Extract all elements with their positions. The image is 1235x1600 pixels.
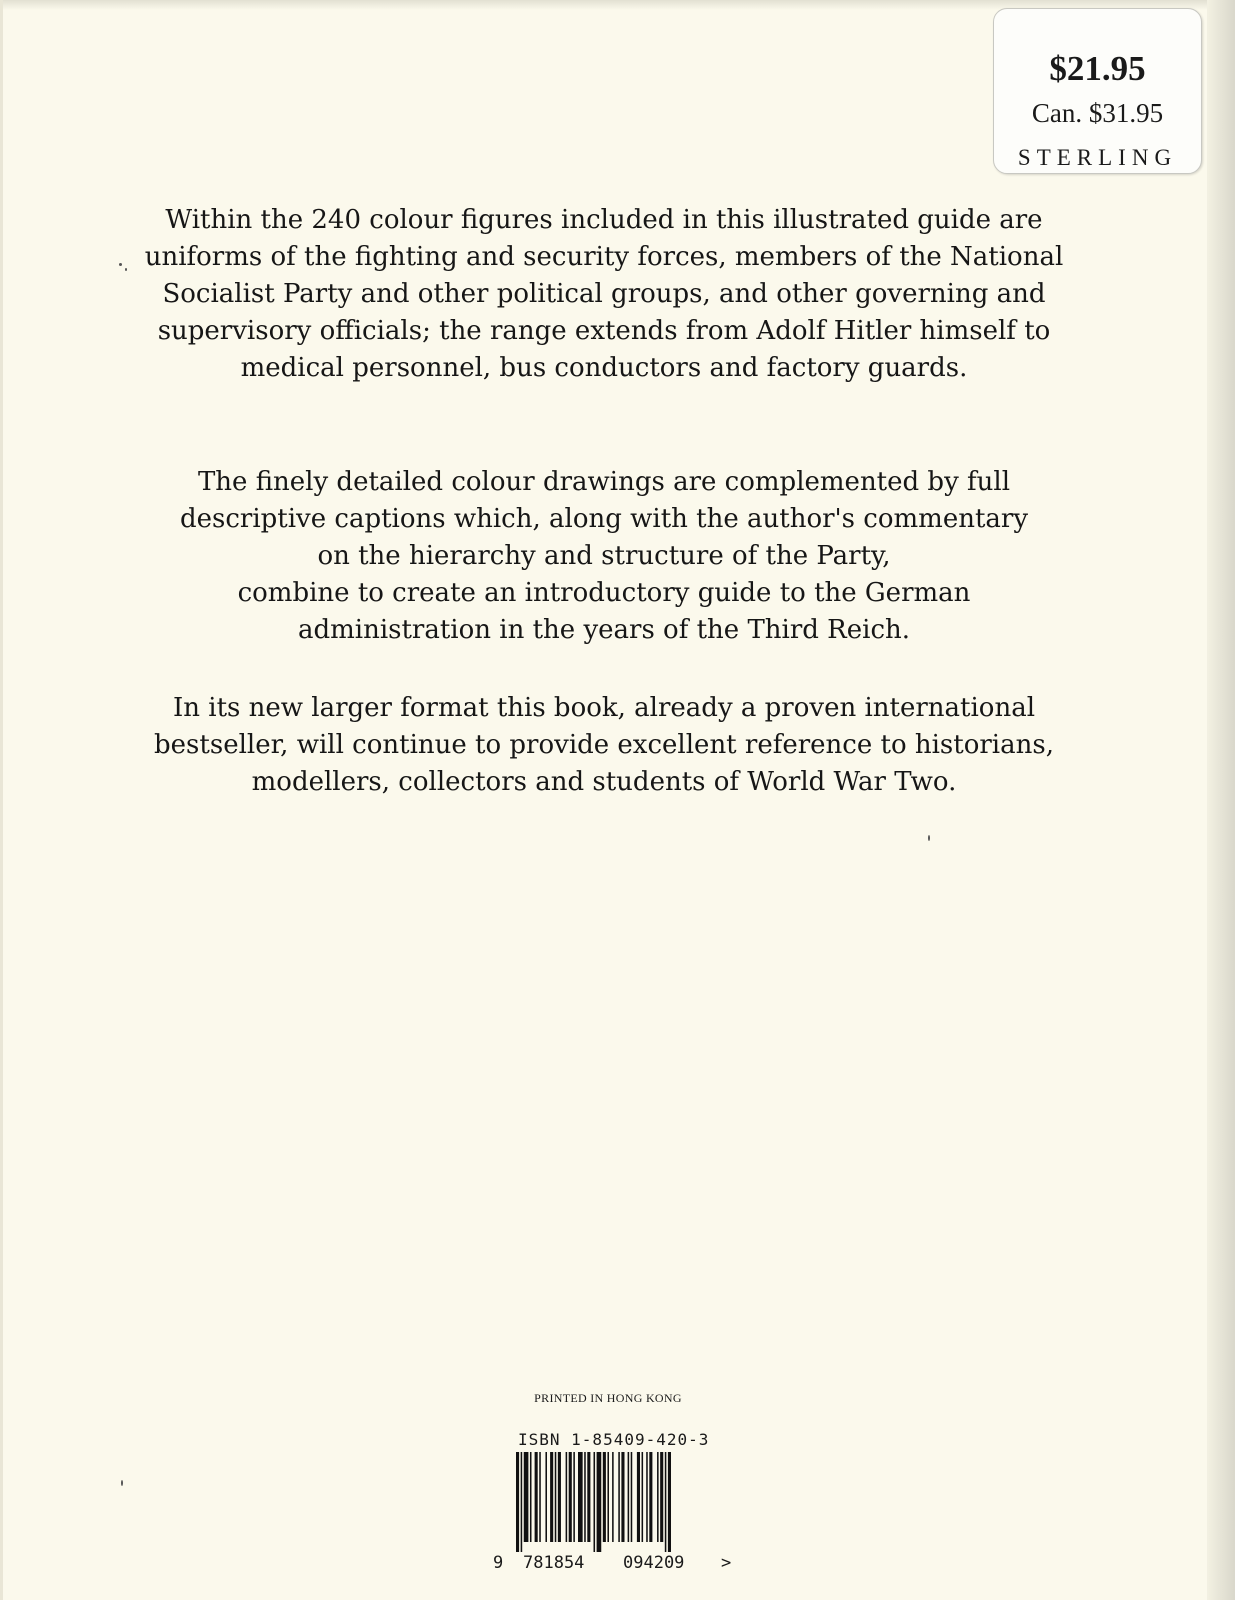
barcode-bar (621, 1452, 624, 1542)
barcode-bar (535, 1452, 538, 1542)
barcode-bar (587, 1452, 590, 1542)
blurb-paragraph-2 (123, 464, 1085, 649)
cover-spine-edge (1207, 0, 1235, 1600)
specks (121, 1480, 123, 1486)
specks (119, 263, 122, 266)
barcode-bar (637, 1452, 640, 1542)
barcode-bar (646, 1452, 648, 1542)
barcode-bar (649, 1452, 652, 1542)
barcode-bar (603, 1452, 606, 1542)
price-canada: Can. $31.95 (1031, 98, 1164, 128)
isbn-number: ISBN 1-85409-420-3 (518, 1430, 710, 1449)
barcode-bar (618, 1452, 620, 1542)
blurb-paragraph-1: Within the 240 colour figures included in this illustrated guide are uniforms of the fighting and security forces, members of the National Socialist Party and other political groups, and other governing and supervisory officials; the range extends from Adolf Hitler himself to medical personnel, bus conductors and factory guards. (144, 205, 1064, 383)
blurb-paragraph-2-line: combine to create an introductory guide to the German (237, 578, 971, 608)
barcode-end-mark: > (721, 1553, 732, 1573)
blurb-paragraph-3: In its new larger format this book, already a proven international bestseller, will continue to provide excellent reference to historians, modellers, collectors and students of World War Two. (154, 693, 1054, 797)
barcode-bar (657, 1452, 659, 1542)
barcode-digit-group-2: 094209 (623, 1553, 685, 1573)
barcode-bar (558, 1452, 561, 1542)
barcode-icon (516, 1452, 716, 1552)
barcode-bar (521, 1452, 523, 1552)
barcode-bar (597, 1452, 602, 1552)
price-sticker (993, 8, 1202, 174)
barcode-bar (555, 1452, 557, 1542)
blurb-paragraph-2-line: on the hierarchy and structure of the Party, (317, 541, 891, 571)
barcode-bar (584, 1452, 586, 1542)
barcode-bar (539, 1452, 541, 1542)
blurb-paragraph-2-line: The finely detailed colour drawings are complemented by full (197, 467, 1011, 497)
barcode-digits (493, 1553, 743, 1577)
barcode-bar (573, 1452, 575, 1542)
barcode-digit-group-1: 781854 (523, 1553, 585, 1573)
barcode-bar (524, 1452, 529, 1542)
barcode-bar (660, 1452, 663, 1542)
barcode-bar (607, 1452, 609, 1542)
barcode-bar (642, 1452, 644, 1542)
specks (928, 835, 930, 841)
barcode-bar (545, 1452, 547, 1542)
specks (125, 268, 127, 271)
barcode-bar (516, 1452, 519, 1552)
price-usd: $21.95 (1049, 49, 1146, 88)
barcode-bar (550, 1452, 553, 1542)
barcode-bar (578, 1452, 583, 1542)
barcode-bar (594, 1452, 596, 1552)
blurb-paragraph-2-line: administration in the years of the Third Reich. (297, 615, 911, 645)
barcode-bar (628, 1452, 630, 1542)
barcode-bar (566, 1452, 568, 1542)
barcode-bar (631, 1452, 633, 1542)
barcode-bar (665, 1452, 667, 1552)
barcode-bar (668, 1452, 671, 1552)
barcode-bar (569, 1452, 572, 1542)
printed-in-label: PRINTED IN HONG KONG (534, 1391, 682, 1405)
blurb-paragraph-2-line: descriptive captions which, along with the author's commentary (179, 504, 1029, 534)
barcode-bar (612, 1452, 614, 1542)
barcode-bar (530, 1452, 532, 1542)
publisher-name: STERLING (1017, 145, 1178, 170)
barcode-lead-digit: 9 (493, 1553, 504, 1573)
